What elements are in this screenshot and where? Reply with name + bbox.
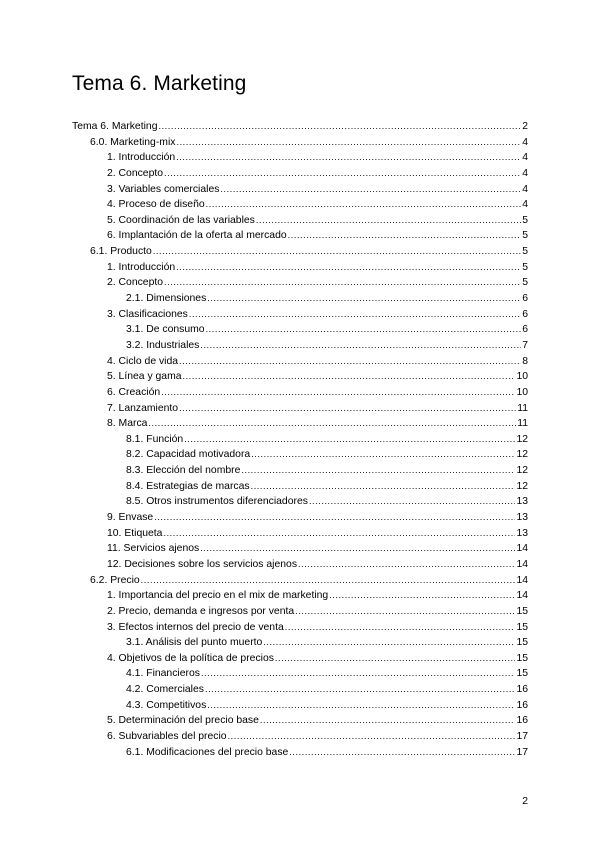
toc-entry-page: 10 [516, 371, 528, 383]
toc-entry-label: 4.3. Competitivos [126, 699, 207, 711]
toc-leader-dots [184, 432, 515, 448]
toc-entry[interactable] [72, 401, 528, 417]
toc-entry[interactable] [72, 182, 528, 198]
toc-leader-dots [251, 479, 516, 495]
toc-entry-page: 4 [522, 183, 528, 195]
toc-entry[interactable] [72, 510, 528, 526]
toc-entry[interactable] [72, 635, 528, 651]
toc-entry[interactable] [72, 729, 528, 745]
toc-leader-dots [298, 557, 515, 573]
toc-entry-page: 15 [516, 637, 528, 649]
toc-entry[interactable] [72, 416, 528, 432]
toc-leader-dots [164, 166, 521, 182]
toc-entry[interactable] [72, 666, 528, 682]
toc-entry-page: 11 [517, 418, 528, 430]
toc-leader-dots [201, 666, 516, 682]
toc-entry-label: 2. Precio, demanda e ingresos por venta [107, 605, 295, 617]
toc-leader-dots [205, 682, 515, 698]
toc-leader-dots [176, 150, 521, 166]
toc-leader-dots [228, 729, 516, 745]
table-of-contents [72, 119, 528, 760]
toc-entry[interactable] [72, 682, 528, 698]
toc-entry[interactable] [72, 385, 528, 401]
toc-entry-page: 17 [516, 746, 528, 758]
toc-entry-page: 4 [522, 199, 528, 211]
toc-entry-label: 5. Coordinación de las variables [107, 214, 255, 226]
toc-entry[interactable] [72, 166, 528, 182]
toc-leader-dots [200, 338, 521, 354]
toc-entry-label: 1. Importancia del precio en el mix de marketing [107, 590, 329, 602]
toc-entry-label: 6.0. Marketing-mix [90, 136, 176, 148]
toc-entry-label: 3.2. Industriales [126, 339, 200, 351]
toc-entry-label: 8.5. Otros instrumentos diferenciadores [126, 496, 308, 508]
toc-entry-page: 2 [522, 121, 528, 132]
toc-entry-label: 8.3. Elección del nombre [126, 465, 241, 477]
toc-entry[interactable] [72, 713, 528, 729]
toc-leader-dots [220, 182, 521, 198]
toc-entry-label: 1. Introducción [107, 261, 176, 273]
toc-entry-label: 3.1. Análisis del punto muerto [126, 637, 263, 649]
toc-entry[interactable] [72, 291, 528, 307]
toc-entry[interactable] [72, 463, 528, 479]
toc-entry-page: 14 [516, 543, 528, 555]
toc-entry-label: 12. Decisiones sobre los servicios ajenos [107, 558, 298, 570]
toc-entry-page: 5 [522, 246, 528, 258]
toc-entry[interactable] [72, 745, 528, 761]
toc-entry[interactable] [72, 588, 528, 604]
toc-entry[interactable] [72, 260, 528, 276]
toc-entry-label: 10. Etiqueta [107, 527, 163, 539]
toc-leader-dots [189, 307, 521, 323]
toc-entry-page: 4 [522, 167, 528, 179]
toc-entry-label: 11. Servicios ajenos [107, 543, 200, 555]
toc-entry[interactable] [72, 354, 528, 370]
toc-entry[interactable] [72, 651, 528, 667]
toc-leader-dots [163, 526, 515, 542]
toc-entry-label: 3. Clasificaciones [107, 308, 188, 320]
toc-leader-dots [154, 510, 515, 526]
toc-entry[interactable] [72, 494, 528, 510]
toc-entry[interactable] [72, 479, 528, 495]
toc-leader-dots [158, 119, 521, 135]
toc-entry-label: 3.1. De consumo [126, 324, 205, 336]
toc-leader-dots [176, 260, 521, 276]
toc-entry-label: 5. Determinación del precio base [107, 715, 259, 727]
toc-entry-page: 16 [516, 699, 528, 711]
toc-entry-label: 4. Objetivos de la política de precios [107, 652, 274, 664]
toc-entry-page: 4 [522, 136, 528, 148]
toc-entry[interactable] [72, 557, 528, 573]
toc-entry-label: Tema 6. Marketing [72, 121, 158, 132]
toc-leader-dots [179, 401, 516, 417]
toc-entry-page: 5 [522, 261, 528, 273]
toc-leader-dots [179, 354, 521, 370]
toc-entry-page: 14 [516, 558, 528, 570]
toc-entry-page: 6 [522, 293, 528, 305]
toc-entry-label: 6. Implantación de la oferta al mercado [107, 230, 287, 242]
toc-entry[interactable] [72, 541, 528, 557]
toc-entry[interactable] [72, 698, 528, 714]
toc-entry-page: 11 [517, 402, 528, 414]
toc-leader-dots [309, 494, 516, 510]
toc-entry-page: 15 [516, 652, 528, 664]
toc-entry[interactable] [72, 526, 528, 542]
toc-entry-page: 8 [522, 355, 528, 367]
toc-entry[interactable] [72, 135, 528, 151]
toc-entry-page: 15 [516, 621, 528, 633]
toc-entry-label: 2.1. Dimensiones [126, 293, 207, 305]
toc-leader-dots [288, 228, 522, 244]
toc-entry-page: 10 [516, 386, 528, 398]
toc-entry-label: 2. Concepto [107, 167, 164, 179]
toc-leader-dots [263, 635, 515, 651]
toc-leader-dots [260, 713, 516, 729]
toc-entry-page: 14 [516, 590, 528, 602]
toc-entry-label: 2. Concepto [107, 277, 164, 289]
toc-leader-dots [200, 541, 515, 557]
toc-leader-dots [183, 369, 516, 385]
toc-leader-dots [207, 698, 515, 714]
toc-entry-label: 8.2. Capacidad motivadora [126, 449, 251, 461]
toc-leader-dots [141, 573, 516, 589]
toc-entry-label: 4. Proceso de diseño [107, 199, 205, 211]
toc-entry[interactable] [72, 447, 528, 463]
toc-leader-dots [176, 135, 521, 151]
toc-entry-page: 5 [522, 277, 528, 289]
toc-entry[interactable] [72, 604, 528, 620]
toc-entry-label: 6. Subvariables del precio [107, 730, 227, 742]
toc-leader-dots [206, 197, 522, 213]
toc-entry-page: 17 [516, 730, 528, 742]
toc-entry-label: 4.2. Comerciales [126, 684, 204, 696]
toc-entry-page: 12 [516, 465, 528, 477]
toc-entry-label: 4.1. Financieros [126, 668, 200, 680]
toc-entry-page: 13 [516, 527, 528, 539]
toc-leader-dots [164, 275, 521, 291]
toc-leader-dots [161, 385, 515, 401]
toc-leader-dots [251, 447, 515, 463]
toc-entry[interactable] [72, 197, 528, 213]
toc-entry[interactable] [72, 150, 528, 166]
toc-entry-label: 6.2. Precio [90, 574, 140, 586]
toc-entry-page: 12 [516, 433, 528, 445]
toc-entry[interactable] [72, 322, 528, 338]
toc-leader-dots [329, 588, 515, 604]
toc-entry-label: 9. Envase [107, 512, 154, 524]
toc-entry[interactable] [72, 244, 528, 260]
toc-leader-dots [241, 463, 515, 479]
toc-entry-label: 8.1. Función [126, 433, 184, 445]
toc-entry[interactable] [72, 620, 528, 636]
toc-leader-dots [148, 416, 516, 432]
toc-entry-page: 13 [516, 496, 528, 508]
toc-leader-dots [285, 620, 516, 636]
toc-entry-label: 6.1. Modificaciones del precio base [126, 746, 289, 758]
toc-entry-page: 5 [522, 214, 528, 226]
toc-entry-label: 4. Ciclo de vida [107, 355, 179, 367]
toc-entry-page: 12 [516, 480, 528, 492]
toc-entry[interactable] [72, 369, 528, 385]
toc-entry-label: 5. Línea y gama [107, 371, 182, 383]
page-title: Tema 6. Marketing [72, 72, 247, 95]
toc-entry-label: 6.1. Producto [90, 246, 152, 258]
toc-leader-dots [256, 213, 521, 229]
toc-leader-dots [275, 651, 516, 667]
toc-entry-page: 13 [516, 512, 528, 524]
toc-entry-page: 5 [522, 230, 528, 242]
toc-entry[interactable] [72, 338, 528, 354]
toc-entry-page: 6 [522, 308, 528, 320]
toc-leader-dots [153, 244, 521, 260]
toc-entry-page: 6 [522, 324, 528, 336]
toc-entry[interactable] [72, 119, 528, 135]
toc-entry-page: 7 [522, 339, 528, 351]
toc-entry-page: 16 [516, 715, 528, 727]
toc-entry[interactable] [72, 307, 528, 323]
toc-entry-label: 3. Efectos internos del precio de venta [107, 621, 284, 633]
toc-entry[interactable] [72, 573, 528, 589]
toc-entry-label: 6. Creación [107, 386, 161, 398]
toc-entry-label: 7. Lanzamiento [107, 402, 179, 414]
toc-entry-page: 16 [516, 684, 528, 696]
toc-leader-dots [295, 604, 515, 620]
toc-entry-label: 1. Introducción [107, 152, 176, 164]
toc-leader-dots [207, 291, 521, 307]
toc-entry-page: 14 [516, 574, 528, 586]
toc-entry-page: 4 [522, 152, 528, 164]
toc-entry[interactable] [72, 432, 528, 448]
toc-entry[interactable] [72, 213, 528, 229]
toc-entry-label: 8.4. Estrategias de marcas [126, 480, 250, 492]
toc-entry-page: 15 [516, 668, 528, 680]
toc-entry[interactable] [72, 275, 528, 291]
toc-entry-page: 15 [516, 605, 528, 617]
toc-entry-label: 3. Variables comerciales [107, 183, 220, 195]
page-number: 2 [522, 796, 528, 807]
toc-entry-page: 12 [516, 449, 528, 461]
toc-entry-label: 8. Marca [107, 418, 148, 430]
toc-entry[interactable] [72, 228, 528, 244]
toc-leader-dots [206, 322, 522, 338]
toc-leader-dots [289, 745, 515, 761]
